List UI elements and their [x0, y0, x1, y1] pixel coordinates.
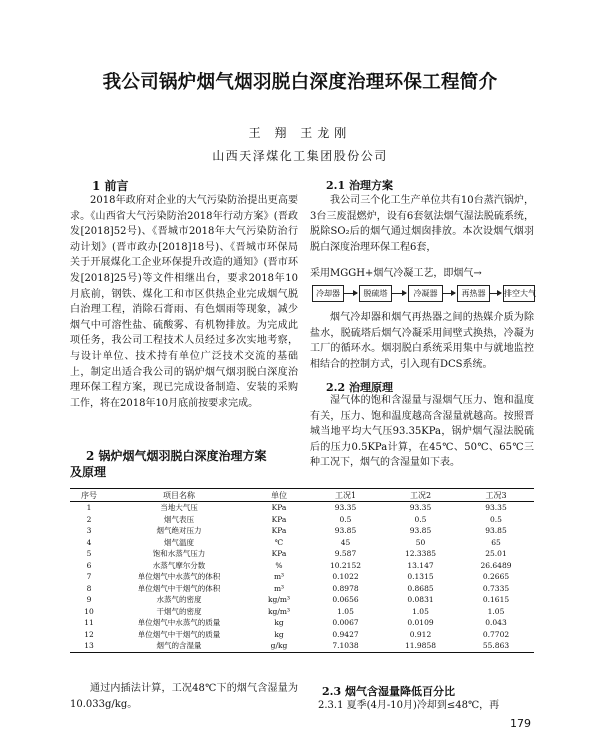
- table-cell: 1.05: [487, 606, 505, 616]
- table-cell: 烟气温度: [164, 537, 194, 547]
- table-row: [70, 640, 534, 652]
- section-2-1-body: [310, 193, 534, 255]
- table-cell: 0.2665: [482, 572, 510, 582]
- table-cell: g/kg: [250, 640, 308, 652]
- table-cell: 55.863: [458, 640, 534, 652]
- table-cell: 单位烟气中水蒸气的质量: [137, 618, 221, 628]
- section-2-1-paragraph-1: 我公司三个化工生产单位共有10台蒸汽锅炉，3台三废混燃炉，设有6套氨法烟气湿法脱硫系统，脱除SO₂后的烟气通过烟囱排放。本次设烟气烟羽脱白深度治理环保工程6套，: [310, 195, 534, 253]
- flow-step-desulfurization-tower: 脱硫塔: [359, 285, 392, 302]
- section-1-paragraph: 2018年政府对企业的大气污染防治提出更高要求。《山西省大气污染防治2018年行动方案》(晋政发[2018]52号)、《晋城市2018年大气污染防治行动计划》(晋市政办[2018]18号)、《晋城市环保局关于开展煤化工企业环保提升改造的通知》(晋市环发[2018]25号)等文件相继出台，要求2018年10月底前，钢铁、煤化工和市区供热企业完成烟气脱白治理工程，消除石膏雨、有色烟雨等现象，减少烟气中可溶性盐、硫酸雾、有机物排放。为完成此项任务，我公司工程技术人员经过多次实地考察，与设计单位、技术持有单位广泛技术交流的基础上，制定出适合我公司的锅炉烟气烟羽脱白深度治理环保工程方案，现已完成设备制造、安装的采购工作，将在2018年10月底前按要求完成。: [70, 195, 298, 409]
- table-row: [70, 617, 534, 629]
- table-cell: m³: [273, 572, 285, 582]
- table-row: [70, 548, 534, 560]
- table-cell: 0.7335: [482, 583, 510, 593]
- table-cell: 45: [340, 537, 351, 547]
- page-number: 179: [510, 717, 531, 730]
- table-cell: 10: [84, 606, 94, 616]
- table-row: [70, 629, 534, 641]
- table-cell: 93.35: [485, 503, 507, 513]
- table-header-item: 项目名称: [108, 489, 250, 502]
- table-cell: 12.3385: [404, 549, 436, 559]
- table-cell: 7.1038: [308, 640, 383, 652]
- flow-arrow: [490, 293, 501, 294]
- section-2-heading-line2: 及原理: [70, 465, 107, 479]
- section-2-3-heading: 2.3 烟气含湿量降低百分比: [322, 685, 455, 698]
- table-cell: 烟气绝对压力: [156, 526, 202, 536]
- table-header-row: [70, 489, 534, 502]
- section-1-heading: 1 前言: [92, 179, 129, 193]
- flow-arrow: [344, 293, 357, 294]
- table-cell: 1.05: [337, 606, 354, 616]
- table-cell: 93.85: [485, 526, 507, 536]
- table-cell: 93.85: [409, 526, 432, 536]
- moisture-content-table: [70, 488, 534, 653]
- table-row: [70, 560, 534, 572]
- table-header-case1: 工况1: [308, 489, 383, 502]
- table-cell: 0.0656: [332, 595, 359, 605]
- table-cell: 4: [86, 537, 92, 547]
- table-cell: 干烟气的密度: [156, 606, 202, 616]
- table-cell: 0.8685: [407, 583, 434, 593]
- table-cell: 10.2152: [329, 560, 361, 570]
- table-cell: kg/m³: [268, 606, 290, 616]
- table-cell: 93.85: [334, 526, 357, 536]
- section-2-2-body: [310, 393, 534, 471]
- table-cell: 50: [415, 537, 426, 547]
- section-1-body: [70, 193, 298, 411]
- section-2-1-heading: 2.1 治理方案: [326, 179, 393, 192]
- table-cell: kg: [274, 618, 284, 628]
- table-cell: 0.9427: [332, 629, 359, 639]
- table-cell: 25.01: [485, 549, 507, 559]
- table-cell: 13.147: [407, 560, 434, 570]
- affiliation: 山西天泽煤化工集团股份公司: [212, 149, 388, 163]
- table-cell: 7: [86, 572, 92, 582]
- table-cell: 饱和水蒸气压力: [152, 549, 206, 559]
- table-cell: 0.5: [339, 514, 352, 524]
- table-row: [70, 606, 534, 618]
- section-2-2-heading: 2.2 治理原理: [326, 381, 393, 394]
- authors: 王 翔 王龙刚: [248, 126, 352, 140]
- table-cell: %: [275, 560, 283, 570]
- table-cell: 0.0109: [407, 618, 434, 628]
- section-2-1-paragraph-1-end: 采用MGGH+烟气冷凝工艺，即烟气→: [310, 268, 482, 279]
- interpolation-paragraph: 通过内插法计算，工况48℃下的烟气含湿量为10.033g/kg。: [70, 683, 298, 710]
- table-cell: KPa: [271, 503, 287, 513]
- section-2-1-body-2: [310, 310, 534, 372]
- table-cell: 水蒸气摩尔分数: [152, 560, 206, 570]
- table-cell: 单位烟气中干烟气的质量: [137, 629, 221, 639]
- table-header-case3: 工况3: [458, 489, 534, 502]
- table-cell: KPa: [271, 514, 287, 524]
- table-cell: 11.9858: [383, 640, 458, 652]
- table-cell: 1: [86, 503, 92, 513]
- table-cell: 0.8978: [332, 583, 359, 593]
- table-header-case2: 工况2: [383, 489, 458, 502]
- table-row: [70, 583, 534, 595]
- table-cell: 0.0067: [332, 618, 359, 628]
- flow-step-exhaust: 排空大气: [503, 285, 535, 302]
- table-cell: 8: [86, 583, 92, 593]
- table-cell: 0.912: [409, 629, 432, 639]
- table-row: [70, 502, 534, 514]
- table-cell: KPa: [271, 549, 287, 559]
- table-cell: 2: [86, 514, 92, 524]
- section-2-2-paragraph: 湿气体的饱和含湿量与湿烟气压力、饱和温度有关，压力、饱和温度越高含湿量就越高。按照晋城当地平均大气压93.35KPa，锅炉烟气湿法脱硫后的压力0.5KPa计算，在45℃、50℃、65℃三种工况下，烟气的含湿量如下表。: [310, 395, 534, 469]
- flow-arrow: [443, 293, 455, 294]
- paper-title: 我公司锅炉烟气烟羽脱白深度治理环保工程简介: [102, 72, 498, 93]
- table-cell: 0.5: [414, 514, 427, 524]
- table-row: [70, 537, 534, 549]
- table-cell: 烟气表压: [164, 514, 194, 524]
- table-cell: KPa: [271, 526, 287, 536]
- table-cell: 93.35: [409, 503, 432, 513]
- table-row: [70, 525, 534, 537]
- table-cell: 0.1615: [482, 595, 510, 605]
- table-cell: 0.0831: [407, 595, 434, 605]
- section-2-1-paragraph-2: 烟气冷却器和烟气再热器之间的热媒介质为除盐水，脱硫塔后烟气冷凝采用间壁式换热，冷凝为工厂的循环水。烟羽脱白系统采用集中与就地监控相结合的控制方式，引入现有DCS系统。: [310, 312, 534, 370]
- table-cell: 65: [491, 537, 501, 547]
- flow-step-condenser: 冷凝器: [408, 285, 443, 302]
- flow-step-cooler: 冷却器: [312, 285, 344, 302]
- section-2-3-1-text: 2.3.1 夏季(4月-10月)冷却到≤48℃，再: [318, 700, 500, 711]
- table-row: [70, 571, 534, 583]
- table-header-unit: 单位: [250, 489, 308, 502]
- table-cell: 0.1022: [332, 572, 359, 582]
- flow-step-reheater: 再热器: [457, 285, 490, 302]
- table-cell: 93.35: [334, 503, 357, 513]
- table-cell: 单位烟气中水蒸气的体积: [137, 572, 221, 582]
- interpolation-note: [70, 681, 298, 712]
- table-cell: kg: [274, 629, 284, 639]
- table-cell: 3: [86, 526, 92, 536]
- table-cell: 12: [84, 629, 94, 639]
- table-cell: 0.1315: [407, 572, 434, 582]
- table-cell: ℃: [274, 537, 284, 547]
- table-cell: 6: [86, 560, 92, 570]
- table-header-index: 序号: [70, 489, 108, 502]
- table-cell: m³: [273, 583, 285, 593]
- table-cell: 0.043: [485, 618, 507, 628]
- process-flow-diagram: [310, 283, 536, 305]
- table-cell: 9: [86, 595, 92, 605]
- table-cell: 5: [86, 549, 92, 559]
- table-cell: 当地大气压: [160, 503, 198, 513]
- table-cell: 烟气的含湿量: [108, 640, 250, 652]
- table-cell: 13: [70, 640, 108, 652]
- table-cell: 1.05: [412, 606, 429, 616]
- flow-arrow: [392, 293, 406, 294]
- table-cell: 26.6489: [480, 560, 512, 570]
- table-cell: 0.5: [490, 514, 502, 524]
- table-cell: 水蒸气的密度: [156, 595, 202, 605]
- table-cell: kg/m³: [268, 595, 290, 605]
- table-row: [70, 514, 534, 526]
- section-2-heading-line1: 2 锅炉烟气烟羽脱白深度治理方案: [86, 449, 267, 463]
- table-cell: 9.587: [334, 549, 357, 559]
- table-cell: 0.7702: [482, 629, 510, 639]
- table-cell: 11: [84, 618, 94, 628]
- table-row: [70, 594, 534, 606]
- table-cell: 单位烟气中干烟气的体积: [137, 583, 221, 593]
